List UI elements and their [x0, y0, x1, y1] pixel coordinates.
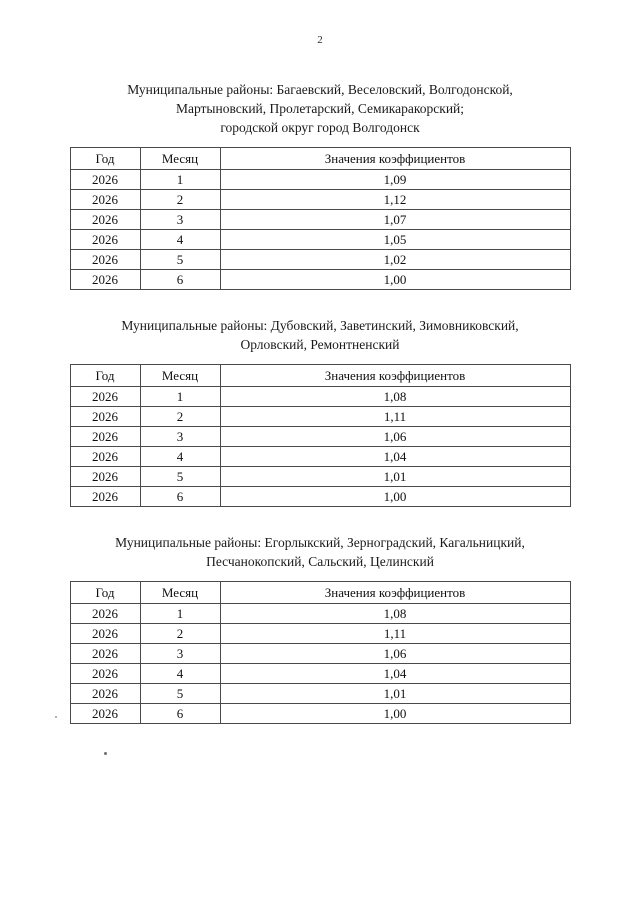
cell-value: 1,07	[220, 210, 570, 230]
table-row	[70, 170, 570, 190]
cell-year: 2026	[70, 170, 140, 190]
cell-value: 1,05	[220, 230, 570, 250]
cell-month: 5	[140, 467, 220, 487]
cell-month: 5	[140, 250, 220, 270]
cell-value: 1,12	[220, 190, 570, 210]
column-header-value: Значения коэффициентов	[220, 582, 570, 604]
cell-value: 1,08	[220, 387, 570, 407]
heading-line: городской округ город Волгодонск	[220, 120, 420, 135]
cell-month: 4	[140, 230, 220, 250]
heading-line: Муниципальные районы: Дубовский, Заветинский, Зимовниковский,	[121, 318, 519, 333]
cell-value: 1,11	[220, 407, 570, 427]
cell-month: 6	[140, 270, 220, 290]
cell-year: 2026	[70, 387, 140, 407]
cell-month: 6	[140, 487, 220, 507]
cell-value: 1,08	[220, 604, 570, 624]
heading-line: Песчанокопский, Сальский, Целинский	[206, 554, 434, 569]
section-heading-2	[85, 316, 555, 354]
table-row	[70, 250, 570, 270]
page-content	[60, 80, 580, 734]
cell-value: 1,04	[220, 664, 570, 684]
cell-year: 2026	[70, 487, 140, 507]
cell-year: 2026	[70, 230, 140, 250]
table-row	[70, 664, 570, 684]
cell-year: 2026	[70, 427, 140, 447]
column-header-year: Год	[70, 582, 140, 604]
cell-value: 1,01	[220, 684, 570, 704]
cell-year: 2026	[70, 624, 140, 644]
table-row	[70, 270, 570, 290]
cell-year: 2026	[70, 210, 140, 230]
cell-value: 1,00	[220, 487, 570, 507]
scan-speck	[55, 716, 57, 718]
table-row	[70, 684, 570, 704]
column-header-month: Месяц	[140, 148, 220, 170]
heading-line: Орловский, Ремонтненский	[240, 337, 400, 352]
cell-month: 1	[140, 170, 220, 190]
cell-year: 2026	[70, 664, 140, 684]
cell-year: 2026	[70, 467, 140, 487]
cell-month: 4	[140, 664, 220, 684]
table-row	[70, 447, 570, 467]
table-row	[70, 604, 570, 624]
coefficient-section-3	[60, 533, 580, 724]
cell-month: 5	[140, 684, 220, 704]
column-header-value: Значения коэффициентов	[220, 365, 570, 387]
table-header-row	[70, 582, 570, 604]
page-number: 2	[317, 34, 323, 46]
heading-line: Муниципальные районы: Багаевский, Веселовский, Волгодонской,	[127, 82, 513, 97]
cell-month: 1	[140, 387, 220, 407]
table-row	[70, 190, 570, 210]
table-header-row	[70, 365, 570, 387]
cell-month: 3	[140, 427, 220, 447]
cell-value: 1,02	[220, 250, 570, 270]
cell-value: 1,01	[220, 467, 570, 487]
table-header-row	[70, 148, 570, 170]
cell-year: 2026	[70, 407, 140, 427]
table-row	[70, 230, 570, 250]
section-heading-1	[85, 80, 555, 137]
cell-month: 6	[140, 704, 220, 724]
cell-value: 1,04	[220, 447, 570, 467]
cell-value: 1,09	[220, 170, 570, 190]
table-row	[70, 704, 570, 724]
cell-year: 2026	[70, 190, 140, 210]
cell-month: 2	[140, 624, 220, 644]
coefficient-section-1	[60, 80, 580, 290]
coefficient-table-3	[70, 581, 571, 724]
table-row	[70, 427, 570, 447]
table-row	[70, 407, 570, 427]
table-row	[70, 210, 570, 230]
cell-value: 1,11	[220, 624, 570, 644]
scan-speck	[104, 752, 107, 755]
cell-value: 1,00	[220, 704, 570, 724]
cell-month: 2	[140, 190, 220, 210]
table-row	[70, 467, 570, 487]
cell-month: 2	[140, 407, 220, 427]
cell-month: 4	[140, 447, 220, 467]
table-row	[70, 487, 570, 507]
coefficient-table-2	[70, 364, 571, 507]
heading-line: Мартыновский, Пролетарский, Семикаракорский;	[175, 101, 465, 116]
cell-year: 2026	[70, 447, 140, 467]
cell-year: 2026	[70, 270, 140, 290]
table-row	[70, 644, 570, 664]
column-header-year: Год	[70, 148, 140, 170]
column-header-year: Год	[70, 365, 140, 387]
cell-value: 1,00	[220, 270, 570, 290]
cell-month: 1	[140, 604, 220, 624]
table-row	[70, 624, 570, 644]
heading-line: Муниципальные районы: Егорлыкский, Зерноградский, Кагальницкий,	[115, 535, 525, 550]
column-header-value: Значения коэффициентов	[220, 148, 570, 170]
section-heading-3	[85, 533, 555, 571]
coefficient-table-1	[70, 147, 571, 290]
cell-year: 2026	[70, 684, 140, 704]
cell-month: 3	[140, 210, 220, 230]
cell-value: 1,06	[220, 644, 570, 664]
cell-month: 3	[140, 644, 220, 664]
cell-year: 2026	[70, 250, 140, 270]
cell-year: 2026	[70, 704, 140, 724]
table-row	[70, 387, 570, 407]
cell-year: 2026	[70, 644, 140, 664]
coefficient-section-2	[60, 316, 580, 507]
column-header-month: Месяц	[140, 365, 220, 387]
column-header-month: Месяц	[140, 582, 220, 604]
cell-value: 1,06	[220, 427, 570, 447]
cell-year: 2026	[70, 604, 140, 624]
